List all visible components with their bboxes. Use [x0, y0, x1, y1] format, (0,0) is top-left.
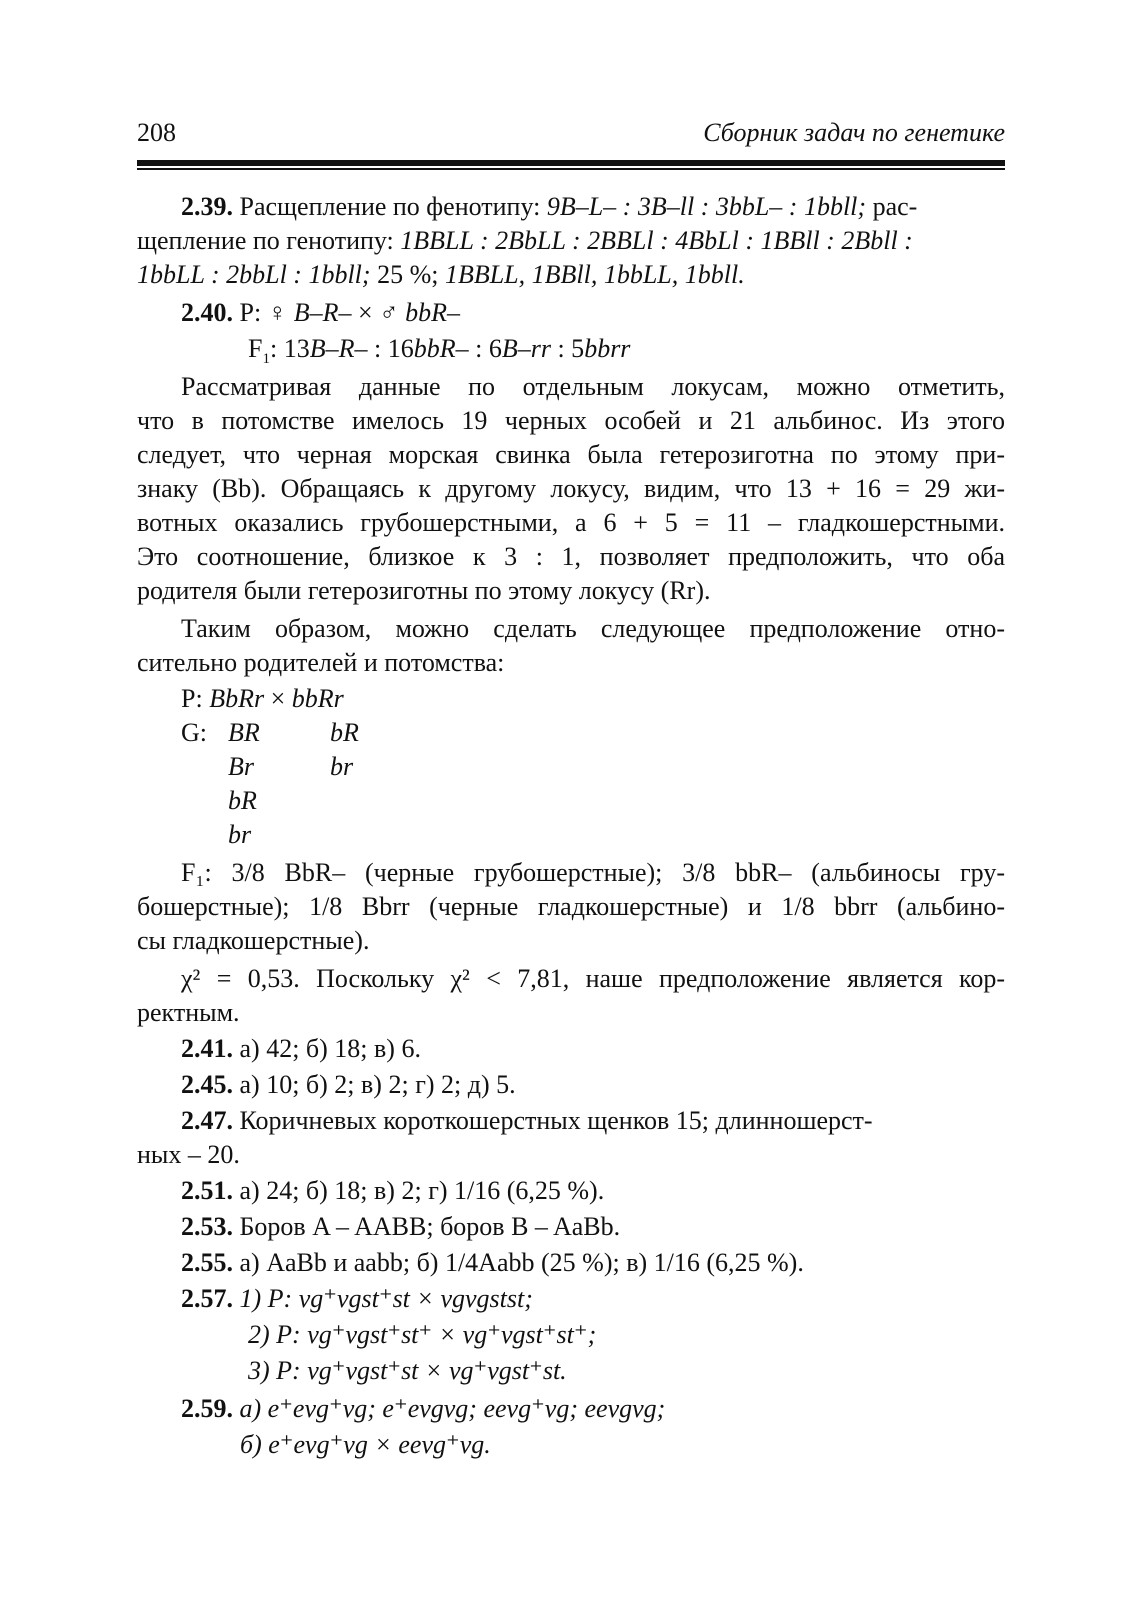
answer-number: 2.59.: [181, 1394, 233, 1423]
answer-text: Коричневых короткошерстных щенков 15; длинношерст-: [233, 1106, 873, 1135]
answer-number: 2.57.: [181, 1284, 233, 1313]
answer-number: 2.51.: [181, 1176, 233, 1205]
answer-2-53: [181, 1210, 620, 1244]
para1-line: родителя были гетерозиготны по этому локусу (Rr).: [137, 576, 711, 605]
parents-cross: [181, 682, 344, 716]
answer-2-47-cont: ных – 20.: [137, 1140, 240, 1169]
answer-2-47: [181, 1104, 873, 1138]
answer-2-45: [181, 1068, 516, 1102]
answer-2-41: [181, 1032, 421, 1066]
f1-label: F: [248, 334, 263, 363]
answer-2-39-line-3: [137, 258, 745, 292]
header-rule-thick: [137, 160, 1005, 166]
answer-2-59-line-1: [181, 1392, 665, 1426]
para1-line: Рассматривая данные по отдельным локусам, можно отметить,: [181, 372, 1005, 401]
answer-number: 2.40.: [181, 298, 233, 327]
answer-2-57-line-3: 3) P: vg⁺vgst⁺st × vg⁺vgst⁺st.: [248, 1356, 567, 1385]
f1-text: : 16: [367, 334, 414, 363]
cross-formula: а) e⁺evg⁺vg; e⁺evgvg; eevg⁺vg; eevgvg;: [233, 1394, 666, 1423]
answer-2-51: [181, 1174, 604, 1208]
genotype: bbrr: [584, 334, 631, 363]
f1-text: : 13: [269, 334, 310, 363]
para2-line: сительно родителей и потомства:: [137, 648, 505, 677]
ratio: 1BBLL : 2BbLL : 2BBLl : 4BbLl : 1BBll : 2Bbll :: [400, 226, 913, 255]
running-title: Сборник задач по генетике: [703, 118, 1005, 147]
gametes-label: G:: [181, 718, 207, 747]
answer-number: 2.41.: [181, 1034, 233, 1063]
gamete: bR: [330, 718, 359, 747]
chi-square-line: χ² = 0,53. Поскольку χ² < 7,81, наше предположение является кор-: [181, 964, 1005, 993]
genotype: bbRr: [291, 684, 344, 713]
f1-subscript: 1: [262, 351, 270, 368]
answer-number: 2.45.: [181, 1070, 233, 1099]
cross-sign: ×: [264, 684, 292, 713]
ratio: 1BBLL, 1BBll, 1bbLL, 1bbll.: [444, 260, 745, 289]
para2-line: Таким образом, можно сделать следующее предположение отно-: [181, 614, 1005, 643]
answer-2-39-line-1: [181, 190, 917, 224]
para1-line: Это соотношение, близкое к 3 : 1, позволяет предположить, что оба: [137, 542, 1005, 571]
f1-text: : 6: [468, 334, 502, 363]
para1-line: что в потомстве имелось 19 черных особей и 21 альбинос. Из этого: [137, 406, 1005, 435]
answer-text: а) 24; б) 18; в) 2; г) 1/16 (6,25 %).: [233, 1176, 605, 1205]
answer-2-39-line-2: [137, 224, 913, 258]
gamete: bR: [228, 786, 257, 815]
answer-text: Боров A – AABB; боров B – AaBb.: [233, 1212, 621, 1241]
ratio: 1bbLL : 2bbLl : 1bbll;: [137, 260, 371, 289]
genotype: B–R–: [309, 334, 368, 363]
answer-2-57-line-2: 2) P: vg⁺vgst⁺st⁺ × vg⁺vgst⁺st⁺;: [248, 1320, 597, 1349]
cross-text: P: ♀: [233, 298, 294, 327]
header-rule-thin: [137, 168, 1005, 170]
para1-line: следует, что черная морская свинка была гетерозиготна по этому при-: [137, 440, 1005, 469]
answer-text: а) AaBb и aabb; б) 1/4Aabb (25 %); в) 1/16 (6,25 %).: [233, 1248, 804, 1277]
gamete: br: [330, 752, 354, 781]
gamete: BR: [228, 718, 260, 747]
cross-text: × ♂: [351, 298, 406, 327]
f1-result-line: F₁: 3/8 BbR– (черные грубошерстные); 3/8 bbR– (альбиносы гру-: [181, 858, 1005, 887]
answer-2-40-cross: [181, 296, 460, 330]
para1-line: знаку (Bb). Обращаясь к другому локусу, видим, что 13 + 16 = 29 жи-: [137, 474, 1005, 503]
answer-2-40-f1: [248, 332, 630, 366]
answer-2-55: [181, 1246, 804, 1280]
chi-square-line: ректным.: [137, 998, 240, 1027]
answer-text: рас-: [866, 192, 918, 221]
para1-line: вотных оказались грубошерстными, а 6 + 5 = 11 – гладкошерстными.: [137, 508, 1005, 537]
parents-label: P:: [181, 684, 210, 713]
genotype: bbR–: [413, 334, 469, 363]
f1-text: : 5: [550, 334, 585, 363]
answer-text: а) 10; б) 2; в) 2; г) 2; д) 5.: [233, 1070, 516, 1099]
page-header: [137, 118, 1005, 158]
answer-text: щепление по генотипу:: [137, 226, 401, 255]
genotype: bbR–: [405, 298, 461, 327]
answer-number: 2.39.: [181, 192, 233, 221]
answer-number: 2.55.: [181, 1248, 233, 1277]
answer-2-57-line-1: [181, 1282, 533, 1316]
answer-text: 25 %;: [370, 260, 445, 289]
answer-text: Расщепление по фенотипу:: [233, 192, 547, 221]
ratio: 9B–L– : 3B–ll : 3bbL– : 1bbll;: [546, 192, 867, 221]
genotype: B–R–: [293, 298, 352, 327]
answer-text: а) 42; б) 18; в) 6.: [233, 1034, 421, 1063]
page-number: 208: [137, 118, 176, 147]
f1-result-line: сы гладкошерстные).: [137, 926, 370, 955]
f1-result-line: бошерстные); 1/8 Bbrr (черные гладкошерстные) и 1/8 bbrr (альбино-: [137, 892, 1005, 921]
answer-2-59-line-2: б) e⁺evg⁺vg × eevg⁺vg.: [240, 1430, 491, 1459]
answer-number: 2.53.: [181, 1212, 233, 1241]
answer-number: 2.47.: [181, 1106, 233, 1135]
cross-formula: 1) P: vg⁺vgst⁺st × vgvgstst;: [239, 1284, 533, 1313]
genotype: B–rr: [501, 334, 551, 363]
gamete: br: [228, 820, 252, 849]
genotype: BbRr: [209, 684, 265, 713]
gamete: Br: [228, 752, 254, 781]
